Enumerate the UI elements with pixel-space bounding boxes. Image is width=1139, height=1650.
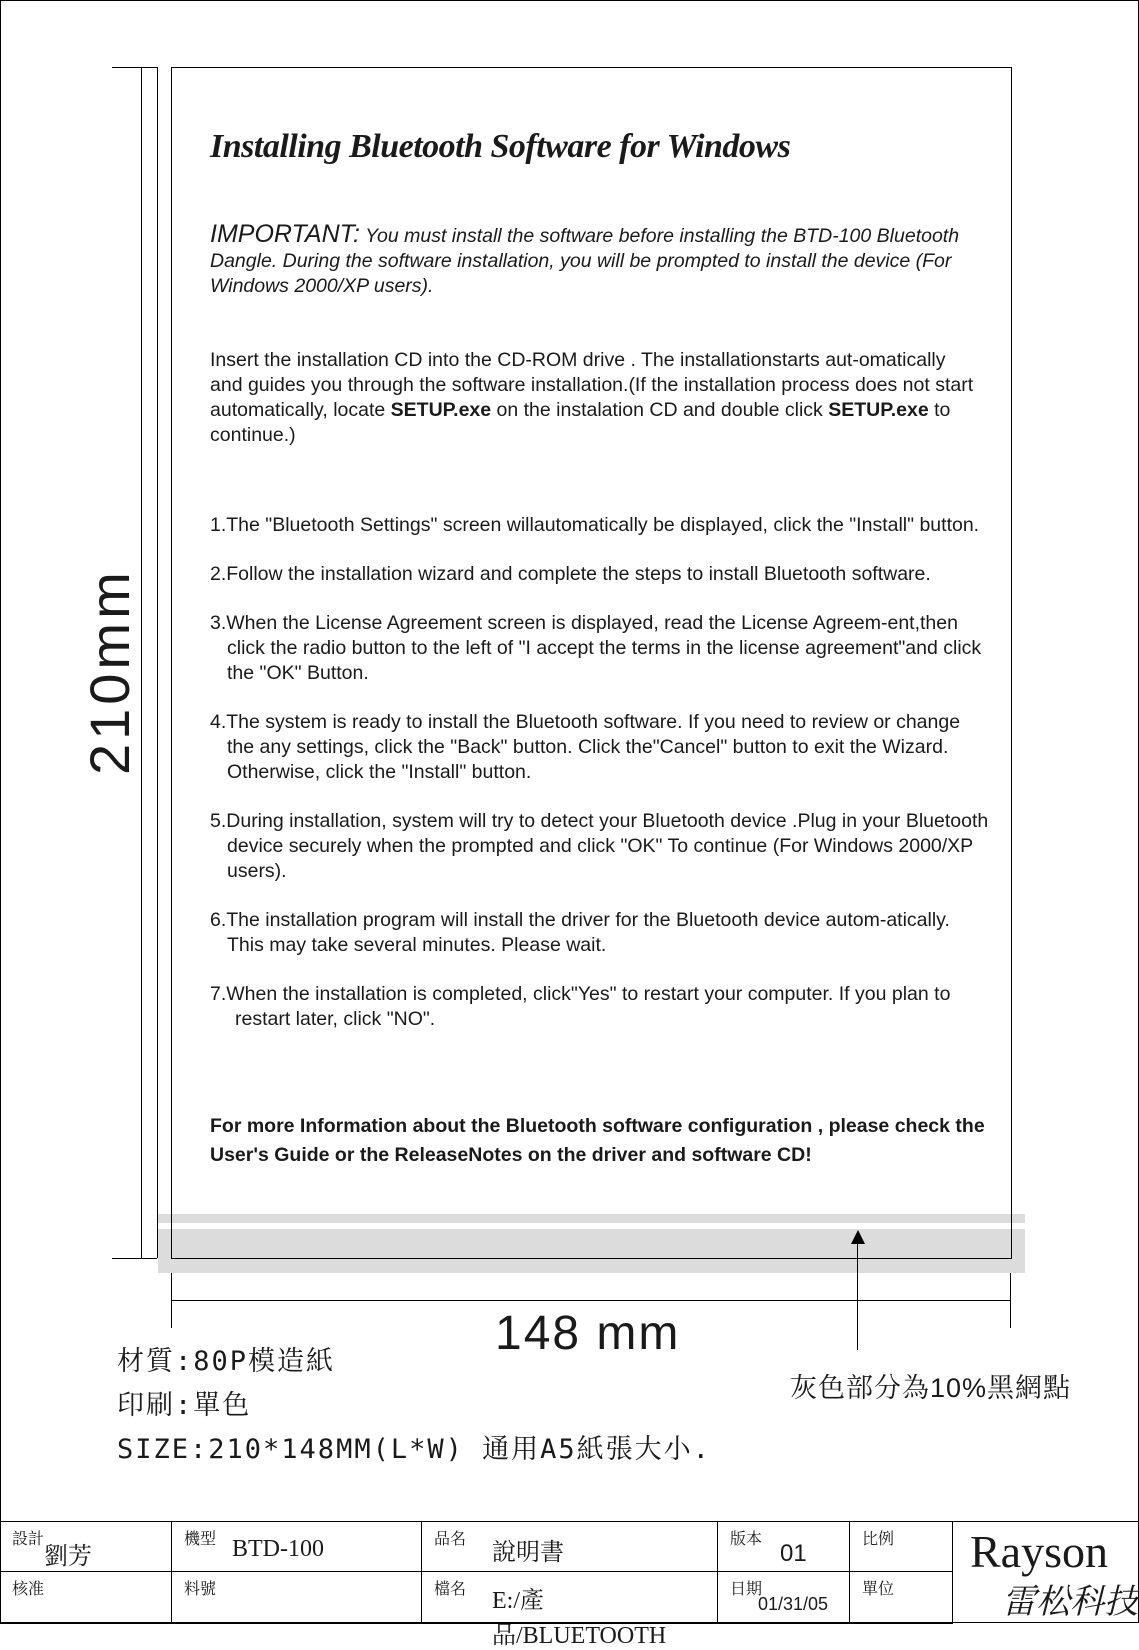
cell-product <box>422 1522 718 1572</box>
important-text: You must install the software before installing the BTD-100 Bluetooth Dangle. During the software installation, you will be prompted to install the device (For Windows 2000/XP users). <box>210 225 960 297</box>
model-value: BTD-100 <box>232 1536 324 1562</box>
cell-approve <box>0 1572 172 1624</box>
design-value: 劉芳 <box>44 1544 92 1570</box>
dim-horizontal-line <box>171 1300 1011 1301</box>
step-item: 1.The "Bluetooth Settings" screen willautomatically be displayed, click the "Install" button. <box>210 514 980 536</box>
cell-file <box>422 1572 718 1649</box>
cell-date <box>718 1572 850 1624</box>
date-value: 01/31/05 <box>758 1594 829 1614</box>
cell-version <box>718 1522 850 1572</box>
printing-note: 印刷:單色 <box>117 1390 252 1421</box>
setup-exe-1: SETUP.exe <box>390 399 492 421</box>
width-dimension-label: 148 mm <box>495 1307 681 1360</box>
part-label: 料號 <box>184 1581 217 1598</box>
important-notice <box>210 222 970 299</box>
page-title: Installing Bluetooth Software for Windows <box>210 128 791 165</box>
intro-text-2: on the instalation CD and double click <box>491 399 829 421</box>
height-dimension-label: 210mm <box>78 568 141 775</box>
date-label: 日期 <box>730 1581 763 1598</box>
intro-paragraph <box>210 348 980 448</box>
product-label: 品名 <box>434 1531 467 1548</box>
cell-model <box>172 1522 422 1572</box>
file-label: 檔名 <box>434 1581 467 1598</box>
file-value: E:/產品/BLUETOOTH <box>492 1588 667 1649</box>
approve-label: 核准 <box>12 1581 45 1598</box>
step-item: 7.When the installation is completed, click"Yes" to restart your computer. If you plan to restart later, click "NO". <box>210 983 951 1030</box>
step-item: 3.When the License Agreement screen is displayed, read the License Agreem-ent,then click the radio button to the left of "I accept the terms in the license agreement"and click the "OK" Button. <box>210 612 982 684</box>
intro-text-3: to continue.) <box>210 399 951 446</box>
scale-label: 比例 <box>862 1531 895 1548</box>
spec-notes <box>117 1340 711 1472</box>
product-value: 說明書 <box>492 1540 564 1566</box>
brand-logo-en: Rayson <box>970 1526 1108 1577</box>
design-label: 設計 <box>12 1531 45 1548</box>
brand-logo-cn: 雷松科技 <box>1002 1584 1138 1621</box>
dim-vertical-line-inner <box>157 67 158 1258</box>
step-item: 4.The system is ready to install the Bluetooth software. If you need to review or change the any settings, click the "Back" button. Click the"Cancel" button to exit the Wizard. Otherwise, click the "Install" button. <box>210 711 961 783</box>
version-value: 01 <box>780 1540 807 1567</box>
arrow-line <box>857 1240 858 1350</box>
intro-text-1: Insert the installation CD into the CD-ROM drive . The installationstarts aut-omatically and guides you through the software installation.(If the installation process does not start automatically, locate <box>210 349 974 421</box>
dim-bottom-tick <box>112 1258 157 1259</box>
setup-exe-2: SETUP.exe <box>828 399 929 421</box>
step-item: 5.During installation, system will try to detect your Bluetooth device .Plug in your Bluetooth device securely when the prompted and click "OK" To continue (For Windows 2000/XP users). <box>210 810 989 882</box>
arrow-up-icon <box>851 1230 865 1244</box>
version-label: 版本 <box>730 1531 763 1548</box>
step-item: 6.The installation program will install the driver for the Bluetooth device autom-atically. This may take several minutes. Please wait. <box>210 909 950 956</box>
gray-note: 灰色部分為10%黑網點 <box>790 1373 1072 1403</box>
model-label: 機型 <box>184 1531 217 1548</box>
important-lead: IMPORTANT: <box>210 220 360 248</box>
dim-top-tick <box>112 67 157 68</box>
steps-list <box>210 513 990 1056</box>
size-note: SIZE:210*148MM(L*W) 通用A5紙張大小. <box>117 1434 711 1465</box>
title-block <box>0 1521 1139 1649</box>
unit-label: 單位 <box>862 1581 895 1598</box>
step-item: 2.Follow the installation wizard and complete the steps to install Bluetooth software. <box>210 563 931 585</box>
cell-scale <box>850 1522 953 1572</box>
footer-note: For more Information about the Bluetooth software configuration , please check the User's Guide or the ReleaseNotes on the driver and software CD! <box>210 1115 985 1166</box>
cell-unit <box>850 1572 953 1624</box>
cell-part <box>172 1572 422 1624</box>
cell-design <box>0 1522 172 1572</box>
material-note: 材質:80P模造紙 <box>117 1346 336 1377</box>
